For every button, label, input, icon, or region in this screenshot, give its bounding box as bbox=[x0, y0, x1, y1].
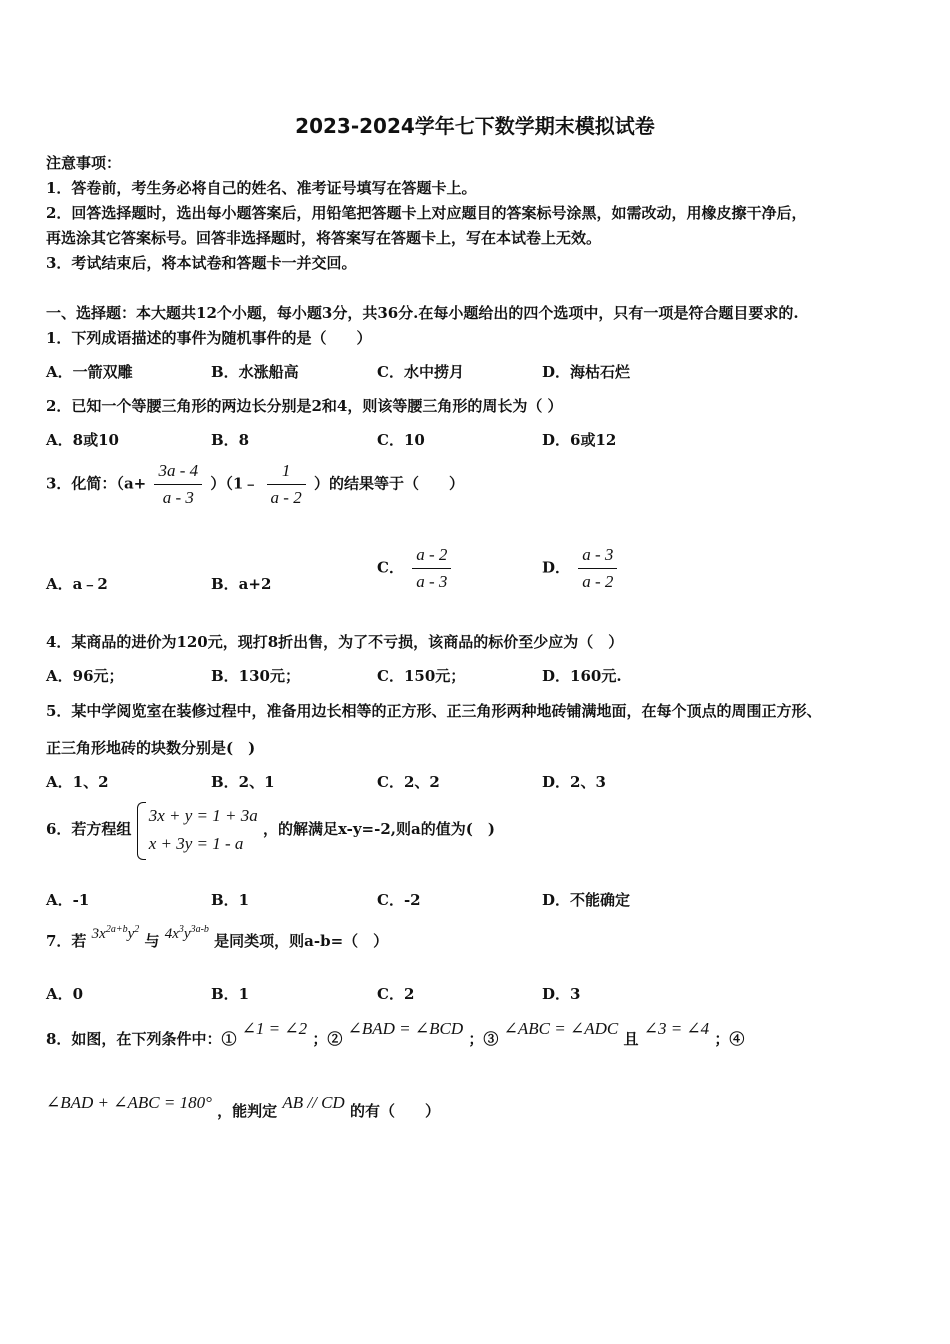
q2-option-b: B．8 bbox=[211, 431, 250, 449]
q1-option-b: B．水涨船高 bbox=[211, 363, 299, 381]
question-6: 6．若方程组 3x + y = 1 + 3a x + 3y = 1 - a ，的解满足x-y=-2,则a的值为( ) bbox=[46, 802, 495, 858]
q1-option-a: A．一箭双雕 bbox=[46, 363, 133, 381]
q2-option-c: C．10 bbox=[377, 431, 425, 449]
q7-option-a: A．0 bbox=[46, 985, 84, 1003]
question-7: 7．若 $3x^{2a+b}y^2$ 与 $4x^3y^{3a-b}$ 是同类项，则a-b=（ ） bbox=[46, 924, 389, 950]
q2-option-a: A．8或10 bbox=[46, 431, 119, 449]
q4-option-a: A．96元； bbox=[46, 667, 124, 685]
question-5: 5．某中学阅览室在装修过程中，准备用边长相等的正方形、正三角形两种地砖铺满地面，在每个顶点的周围正方形、 bbox=[46, 702, 822, 720]
q4-option-b: B．130元； bbox=[211, 667, 300, 685]
q5-option-a: A．1、2 bbox=[46, 773, 109, 791]
q5-option-c: C．2、2 bbox=[377, 773, 440, 791]
question-1: 1．下列成语描述的事件为随机事件的是（ ） bbox=[46, 329, 372, 347]
equation-system: 3x + y = 1 + 3a x + 3y = 1 - a bbox=[137, 802, 258, 858]
q5-option-b: B．2、1 bbox=[211, 773, 275, 791]
q5-option-d: D．2、3 bbox=[542, 773, 606, 791]
notice-item-1: 1．答卷前，考生务必将自己的姓名、准考证号填写在答题卡上。 bbox=[46, 179, 477, 197]
q6-option-b: B．1 bbox=[211, 891, 250, 909]
q4-option-c: C．150元； bbox=[377, 667, 466, 685]
notice-heading: 注意事项： bbox=[46, 154, 122, 172]
question-5-cont: 正三角形地砖的块数分别是( ) bbox=[46, 739, 256, 757]
q3-option-a: A．a﹣2 bbox=[46, 575, 108, 593]
q3-option-b: B．a+2 bbox=[211, 575, 272, 593]
q2-option-d: D．6或12 bbox=[542, 431, 617, 449]
q1-option-c: C．水中捞月 bbox=[377, 363, 464, 381]
q1-option-d: D．海枯石烂 bbox=[542, 363, 631, 381]
q7-option-d: D．3 bbox=[542, 985, 581, 1003]
question-2: 2．已知一个等腰三角形的两边长分别是2和4，则该等腰三角形的周长为（ ） bbox=[46, 397, 563, 415]
q7-option-b: B．1 bbox=[211, 985, 250, 1003]
page-title: 2023-2024学年七下数学期末模拟试卷 bbox=[295, 114, 655, 138]
q3-option-c: C． $\frac{a - 2}{a - 3}$ bbox=[377, 545, 454, 592]
question-8: 8．如图，在下列条件中：① ∠1 = ∠2 ；② ∠BAD = ∠BCD ；③ ∠ABC = ∠ADC 且 ∠3 = ∠4 ；④ bbox=[46, 1019, 745, 1048]
notice-item-2: 2．回答选择题时，选出每小题答案后，用铅笔把答题卡上对应题目的答案标号涂黑，如需改动，用橡皮擦干净后， bbox=[46, 204, 807, 222]
notice-item-3: 3．考试结束后，将本试卷和答题卡一并交回。 bbox=[46, 254, 357, 272]
q6-option-d: D．不能确定 bbox=[542, 891, 631, 909]
q3-option-d: D． $\frac{a - 3}{a - 2}$ bbox=[542, 545, 620, 592]
q6-option-a: A．-1 bbox=[46, 891, 90, 909]
q7-option-c: C．2 bbox=[377, 985, 415, 1003]
notice-item-2-cont: 再选涂其它答案标号。回答非选择题时，将答案写在答题卡上，写在本试卷上无效。 bbox=[46, 229, 602, 247]
question-3: 3．化简：（a+ $\frac{3a - 4}{a - 3}$ ）（1﹣ $\frac{1}{a - 2}$ ）的结果等于（ ） bbox=[46, 461, 464, 507]
q4-option-d: D．160元. bbox=[542, 667, 622, 685]
question-4: 4．某商品的进价为120元，现打8折出售，为了不亏损，该商品的标价至少应为（ ） bbox=[46, 633, 624, 651]
section-heading: 一、选择题：本大题共12个小题，每小题3分，共36分.在每小题给出的四个选项中，只有一项是符合题目要求的. bbox=[46, 304, 799, 322]
q6-option-c: C．-2 bbox=[377, 891, 421, 909]
question-8-cont: ∠BAD + ∠ABC = 180° ，能判定 AB // CD 的有（ ） bbox=[46, 1093, 440, 1120]
